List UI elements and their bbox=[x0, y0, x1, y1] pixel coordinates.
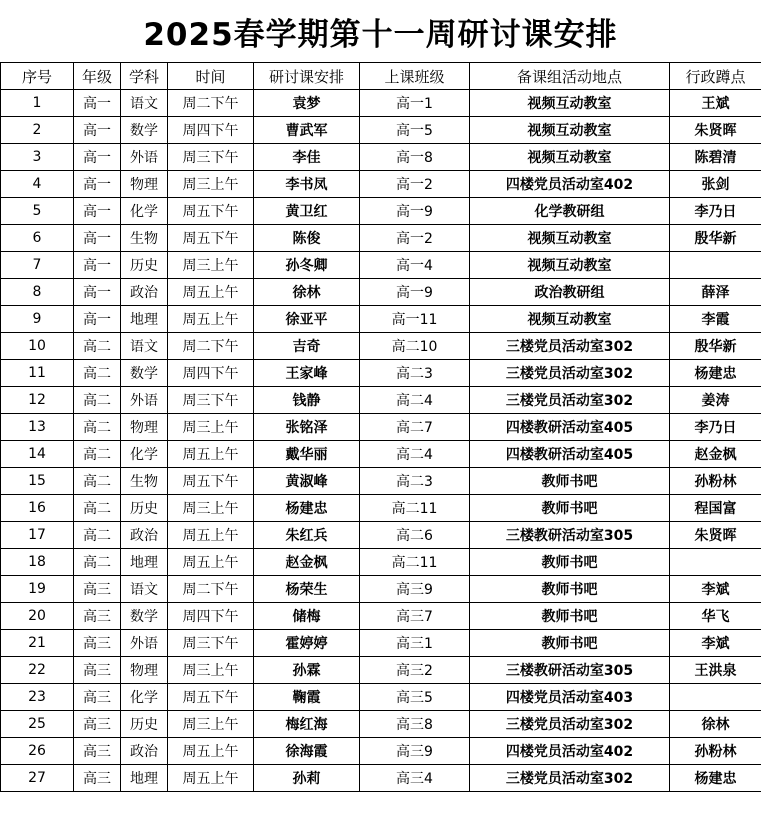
cell-teacher: 孙冬卿 bbox=[254, 252, 360, 279]
cell-time: 周五上午 bbox=[168, 549, 254, 576]
cell-admin: 孙粉林 bbox=[670, 468, 761, 495]
cell-time: 周五下午 bbox=[168, 198, 254, 225]
cell-subject: 化学 bbox=[121, 441, 168, 468]
cell-subject: 语文 bbox=[121, 333, 168, 360]
cell-subject: 化学 bbox=[121, 684, 168, 711]
cell-admin: 殷华新 bbox=[670, 225, 761, 252]
table-row bbox=[1, 171, 761, 198]
cell-time: 周四下午 bbox=[168, 117, 254, 144]
cell-time: 周三上午 bbox=[168, 711, 254, 738]
cell-class: 高一2 bbox=[360, 171, 470, 198]
cell-class: 高一2 bbox=[360, 225, 470, 252]
cell-time: 周二下午 bbox=[168, 333, 254, 360]
table-row bbox=[1, 765, 761, 792]
cell-time: 周二下午 bbox=[168, 90, 254, 117]
cell-subject: 地理 bbox=[121, 306, 168, 333]
cell-time: 周三上午 bbox=[168, 495, 254, 522]
cell-grade: 高一 bbox=[74, 279, 121, 306]
cell-class: 高二7 bbox=[360, 414, 470, 441]
header-subject: 学科 bbox=[121, 63, 168, 90]
cell-teacher: 黄卫红 bbox=[254, 198, 360, 225]
cell-admin bbox=[670, 549, 761, 576]
cell-class: 高三1 bbox=[360, 630, 470, 657]
cell-admin: 陈碧清 bbox=[670, 144, 761, 171]
cell-no: 3 bbox=[1, 144, 74, 171]
cell-class: 高二3 bbox=[360, 360, 470, 387]
cell-location: 三楼教研活动室305 bbox=[470, 522, 670, 549]
table-row bbox=[1, 630, 761, 657]
table-row bbox=[1, 468, 761, 495]
cell-grade: 高三 bbox=[74, 657, 121, 684]
cell-admin: 薛泽 bbox=[670, 279, 761, 306]
cell-time: 周五下午 bbox=[168, 684, 254, 711]
cell-teacher: 黄淑峰 bbox=[254, 468, 360, 495]
table-row bbox=[1, 495, 761, 522]
page-title: 2025春学期第十一周研讨课安排 bbox=[143, 16, 618, 53]
cell-subject: 历史 bbox=[121, 252, 168, 279]
cell-grade: 高二 bbox=[74, 441, 121, 468]
table-row bbox=[1, 144, 761, 171]
cell-subject: 物理 bbox=[121, 657, 168, 684]
cell-class: 高二4 bbox=[360, 387, 470, 414]
cell-teacher: 戴华丽 bbox=[254, 441, 360, 468]
cell-grade: 高二 bbox=[74, 495, 121, 522]
header-time: 时间 bbox=[168, 63, 254, 90]
cell-time: 周二下午 bbox=[168, 576, 254, 603]
cell-class: 高三9 bbox=[360, 738, 470, 765]
cell-class: 高三2 bbox=[360, 657, 470, 684]
cell-grade: 高一 bbox=[74, 306, 121, 333]
cell-location: 政治教研组 bbox=[470, 279, 670, 306]
header-grade: 年级 bbox=[74, 63, 121, 90]
cell-location: 四楼教研活动室405 bbox=[470, 414, 670, 441]
cell-admin: 王斌 bbox=[670, 90, 761, 117]
cell-class: 高二11 bbox=[360, 549, 470, 576]
table-row bbox=[1, 657, 761, 684]
cell-admin: 李斌 bbox=[670, 630, 761, 657]
cell-grade: 高二 bbox=[74, 360, 121, 387]
cell-no: 25 bbox=[1, 711, 74, 738]
table-row bbox=[1, 225, 761, 252]
table-row bbox=[1, 684, 761, 711]
cell-time: 周四下午 bbox=[168, 603, 254, 630]
cell-admin: 朱贤晖 bbox=[670, 117, 761, 144]
cell-teacher: 朱红兵 bbox=[254, 522, 360, 549]
cell-no: 2 bbox=[1, 117, 74, 144]
cell-admin: 张剑 bbox=[670, 171, 761, 198]
cell-grade: 高一 bbox=[74, 117, 121, 144]
cell-grade: 高一 bbox=[74, 252, 121, 279]
cell-admin: 杨建忠 bbox=[670, 360, 761, 387]
table-row bbox=[1, 387, 761, 414]
cell-no: 16 bbox=[1, 495, 74, 522]
table-row bbox=[1, 279, 761, 306]
cell-location: 视频互动教室 bbox=[470, 117, 670, 144]
cell-admin: 李乃日 bbox=[670, 198, 761, 225]
cell-subject: 数学 bbox=[121, 603, 168, 630]
cell-time: 周三上午 bbox=[168, 171, 254, 198]
cell-location: 视频互动教室 bbox=[470, 90, 670, 117]
cell-subject: 语文 bbox=[121, 576, 168, 603]
cell-teacher: 王家峰 bbox=[254, 360, 360, 387]
cell-time: 周三下午 bbox=[168, 387, 254, 414]
cell-admin: 李斌 bbox=[670, 576, 761, 603]
header-row bbox=[1, 63, 761, 90]
cell-grade: 高二 bbox=[74, 387, 121, 414]
cell-grade: 高一 bbox=[74, 225, 121, 252]
table-row bbox=[1, 738, 761, 765]
cell-no: 13 bbox=[1, 414, 74, 441]
cell-no: 8 bbox=[1, 279, 74, 306]
cell-class: 高一4 bbox=[360, 252, 470, 279]
cell-time: 周五上午 bbox=[168, 738, 254, 765]
cell-teacher: 徐林 bbox=[254, 279, 360, 306]
cell-location: 三楼党员活动室302 bbox=[470, 765, 670, 792]
cell-time: 周五上午 bbox=[168, 441, 254, 468]
cell-class: 高一11 bbox=[360, 306, 470, 333]
cell-class: 高一5 bbox=[360, 117, 470, 144]
cell-time: 周五上午 bbox=[168, 306, 254, 333]
cell-no: 7 bbox=[1, 252, 74, 279]
cell-no: 11 bbox=[1, 360, 74, 387]
cell-grade: 高三 bbox=[74, 684, 121, 711]
cell-time: 周三上午 bbox=[168, 657, 254, 684]
cell-location: 三楼党员活动室302 bbox=[470, 360, 670, 387]
table-row bbox=[1, 252, 761, 279]
cell-location: 三楼党员活动室302 bbox=[470, 387, 670, 414]
cell-no: 9 bbox=[1, 306, 74, 333]
table-row bbox=[1, 117, 761, 144]
cell-teacher: 鞠霞 bbox=[254, 684, 360, 711]
cell-grade: 高三 bbox=[74, 630, 121, 657]
cell-time: 周四下午 bbox=[168, 360, 254, 387]
cell-subject: 历史 bbox=[121, 711, 168, 738]
cell-location: 化学教研组 bbox=[470, 198, 670, 225]
cell-admin: 殷华新 bbox=[670, 333, 761, 360]
cell-class: 高二10 bbox=[360, 333, 470, 360]
cell-no: 23 bbox=[1, 684, 74, 711]
cell-location: 四楼党员活动室402 bbox=[470, 171, 670, 198]
cell-teacher: 霍婷婷 bbox=[254, 630, 360, 657]
cell-admin bbox=[670, 684, 761, 711]
schedule-table bbox=[0, 62, 761, 792]
cell-class: 高二3 bbox=[360, 468, 470, 495]
cell-grade: 高三 bbox=[74, 576, 121, 603]
cell-class: 高三9 bbox=[360, 576, 470, 603]
cell-location: 教师书吧 bbox=[470, 630, 670, 657]
cell-admin: 杨建忠 bbox=[670, 765, 761, 792]
cell-teacher: 李书凤 bbox=[254, 171, 360, 198]
table-row bbox=[1, 90, 761, 117]
cell-admin: 孙粉林 bbox=[670, 738, 761, 765]
cell-location: 教师书吧 bbox=[470, 468, 670, 495]
cell-class: 高三8 bbox=[360, 711, 470, 738]
cell-teacher: 袁梦 bbox=[254, 90, 360, 117]
cell-subject: 物理 bbox=[121, 414, 168, 441]
cell-location: 教师书吧 bbox=[470, 549, 670, 576]
cell-time: 周五下午 bbox=[168, 225, 254, 252]
cell-time: 周五上午 bbox=[168, 279, 254, 306]
cell-subject: 物理 bbox=[121, 171, 168, 198]
table-row bbox=[1, 414, 761, 441]
table-row bbox=[1, 306, 761, 333]
cell-location: 三楼党员活动室302 bbox=[470, 711, 670, 738]
cell-subject: 历史 bbox=[121, 495, 168, 522]
cell-location: 视频互动教室 bbox=[470, 225, 670, 252]
cell-subject: 化学 bbox=[121, 198, 168, 225]
cell-admin: 程国富 bbox=[670, 495, 761, 522]
cell-admin: 李乃日 bbox=[670, 414, 761, 441]
cell-admin: 朱贤晖 bbox=[670, 522, 761, 549]
cell-location: 视频互动教室 bbox=[470, 252, 670, 279]
cell-class: 高一9 bbox=[360, 279, 470, 306]
cell-teacher: 徐海霞 bbox=[254, 738, 360, 765]
cell-admin: 李霞 bbox=[670, 306, 761, 333]
cell-no: 20 bbox=[1, 603, 74, 630]
cell-grade: 高三 bbox=[74, 711, 121, 738]
cell-location: 视频互动教室 bbox=[470, 144, 670, 171]
cell-teacher: 曹武军 bbox=[254, 117, 360, 144]
cell-admin: 徐林 bbox=[670, 711, 761, 738]
cell-location: 三楼教研活动室305 bbox=[470, 657, 670, 684]
cell-time: 周三下午 bbox=[168, 630, 254, 657]
cell-subject: 外语 bbox=[121, 387, 168, 414]
cell-subject: 外语 bbox=[121, 144, 168, 171]
cell-no: 14 bbox=[1, 441, 74, 468]
cell-subject: 政治 bbox=[121, 279, 168, 306]
header-location: 备课组活动地点 bbox=[470, 63, 670, 90]
cell-no: 21 bbox=[1, 630, 74, 657]
cell-subject: 地理 bbox=[121, 765, 168, 792]
cell-no: 27 bbox=[1, 765, 74, 792]
table-row bbox=[1, 603, 761, 630]
cell-teacher: 孙莉 bbox=[254, 765, 360, 792]
table-row bbox=[1, 360, 761, 387]
cell-grade: 高三 bbox=[74, 603, 121, 630]
cell-class: 高一9 bbox=[360, 198, 470, 225]
cell-teacher: 梅红海 bbox=[254, 711, 360, 738]
cell-location: 四楼党员活动室403 bbox=[470, 684, 670, 711]
cell-location: 三楼党员活动室302 bbox=[470, 333, 670, 360]
table-row bbox=[1, 198, 761, 225]
header-no: 序号 bbox=[1, 63, 74, 90]
cell-no: 18 bbox=[1, 549, 74, 576]
cell-teacher: 徐亚平 bbox=[254, 306, 360, 333]
cell-teacher: 赵金枫 bbox=[254, 549, 360, 576]
cell-class: 高三5 bbox=[360, 684, 470, 711]
cell-teacher: 陈俊 bbox=[254, 225, 360, 252]
cell-teacher: 李佳 bbox=[254, 144, 360, 171]
cell-no: 6 bbox=[1, 225, 74, 252]
table-row bbox=[1, 333, 761, 360]
cell-subject: 生物 bbox=[121, 468, 168, 495]
cell-location: 四楼党员活动室402 bbox=[470, 738, 670, 765]
cell-grade: 高三 bbox=[74, 738, 121, 765]
cell-subject: 政治 bbox=[121, 522, 168, 549]
table-row bbox=[1, 522, 761, 549]
cell-no: 17 bbox=[1, 522, 74, 549]
cell-no: 15 bbox=[1, 468, 74, 495]
cell-grade: 高一 bbox=[74, 144, 121, 171]
header-teacher: 研讨课安排 bbox=[254, 63, 360, 90]
cell-subject: 外语 bbox=[121, 630, 168, 657]
table-row bbox=[1, 711, 761, 738]
cell-no: 4 bbox=[1, 171, 74, 198]
cell-time: 周三上午 bbox=[168, 252, 254, 279]
cell-class: 高二4 bbox=[360, 441, 470, 468]
cell-teacher: 钱静 bbox=[254, 387, 360, 414]
cell-grade: 高二 bbox=[74, 522, 121, 549]
cell-no: 26 bbox=[1, 738, 74, 765]
cell-admin: 赵金枫 bbox=[670, 441, 761, 468]
cell-subject: 数学 bbox=[121, 117, 168, 144]
cell-time: 周五下午 bbox=[168, 468, 254, 495]
cell-grade: 高三 bbox=[74, 765, 121, 792]
cell-grade: 高二 bbox=[74, 468, 121, 495]
cell-subject: 地理 bbox=[121, 549, 168, 576]
cell-subject: 语文 bbox=[121, 90, 168, 117]
cell-location: 教师书吧 bbox=[470, 576, 670, 603]
cell-no: 22 bbox=[1, 657, 74, 684]
cell-teacher: 杨建忠 bbox=[254, 495, 360, 522]
cell-subject: 生物 bbox=[121, 225, 168, 252]
cell-teacher: 储梅 bbox=[254, 603, 360, 630]
table-row bbox=[1, 441, 761, 468]
cell-grade: 高二 bbox=[74, 414, 121, 441]
cell-location: 教师书吧 bbox=[470, 495, 670, 522]
cell-class: 高二11 bbox=[360, 495, 470, 522]
cell-no: 5 bbox=[1, 198, 74, 225]
cell-admin: 姜涛 bbox=[670, 387, 761, 414]
cell-teacher: 杨荣生 bbox=[254, 576, 360, 603]
cell-no: 19 bbox=[1, 576, 74, 603]
cell-admin: 华飞 bbox=[670, 603, 761, 630]
table-row bbox=[1, 576, 761, 603]
cell-time: 周三上午 bbox=[168, 414, 254, 441]
cell-class: 高三7 bbox=[360, 603, 470, 630]
cell-teacher: 张铭泽 bbox=[254, 414, 360, 441]
cell-class: 高一1 bbox=[360, 90, 470, 117]
cell-grade: 高一 bbox=[74, 90, 121, 117]
cell-grade: 高二 bbox=[74, 333, 121, 360]
cell-time: 周三下午 bbox=[168, 144, 254, 171]
cell-class: 高一8 bbox=[360, 144, 470, 171]
cell-time: 周五上午 bbox=[168, 765, 254, 792]
header-class: 上课班级 bbox=[360, 63, 470, 90]
cell-no: 1 bbox=[1, 90, 74, 117]
cell-admin bbox=[670, 252, 761, 279]
cell-grade: 高一 bbox=[74, 198, 121, 225]
cell-location: 教师书吧 bbox=[470, 603, 670, 630]
cell-location: 视频互动教室 bbox=[470, 306, 670, 333]
cell-class: 高三4 bbox=[360, 765, 470, 792]
cell-admin: 王洪泉 bbox=[670, 657, 761, 684]
cell-time: 周五上午 bbox=[168, 522, 254, 549]
cell-grade: 高二 bbox=[74, 549, 121, 576]
cell-grade: 高一 bbox=[74, 171, 121, 198]
cell-location: 四楼教研活动室405 bbox=[470, 441, 670, 468]
cell-teacher: 吉奇 bbox=[254, 333, 360, 360]
cell-teacher: 孙霖 bbox=[254, 657, 360, 684]
cell-no: 10 bbox=[1, 333, 74, 360]
cell-subject: 政治 bbox=[121, 738, 168, 765]
cell-no: 12 bbox=[1, 387, 74, 414]
table-row bbox=[1, 549, 761, 576]
header-admin: 行政蹲点 bbox=[670, 63, 761, 90]
cell-class: 高二6 bbox=[360, 522, 470, 549]
cell-subject: 数学 bbox=[121, 360, 168, 387]
